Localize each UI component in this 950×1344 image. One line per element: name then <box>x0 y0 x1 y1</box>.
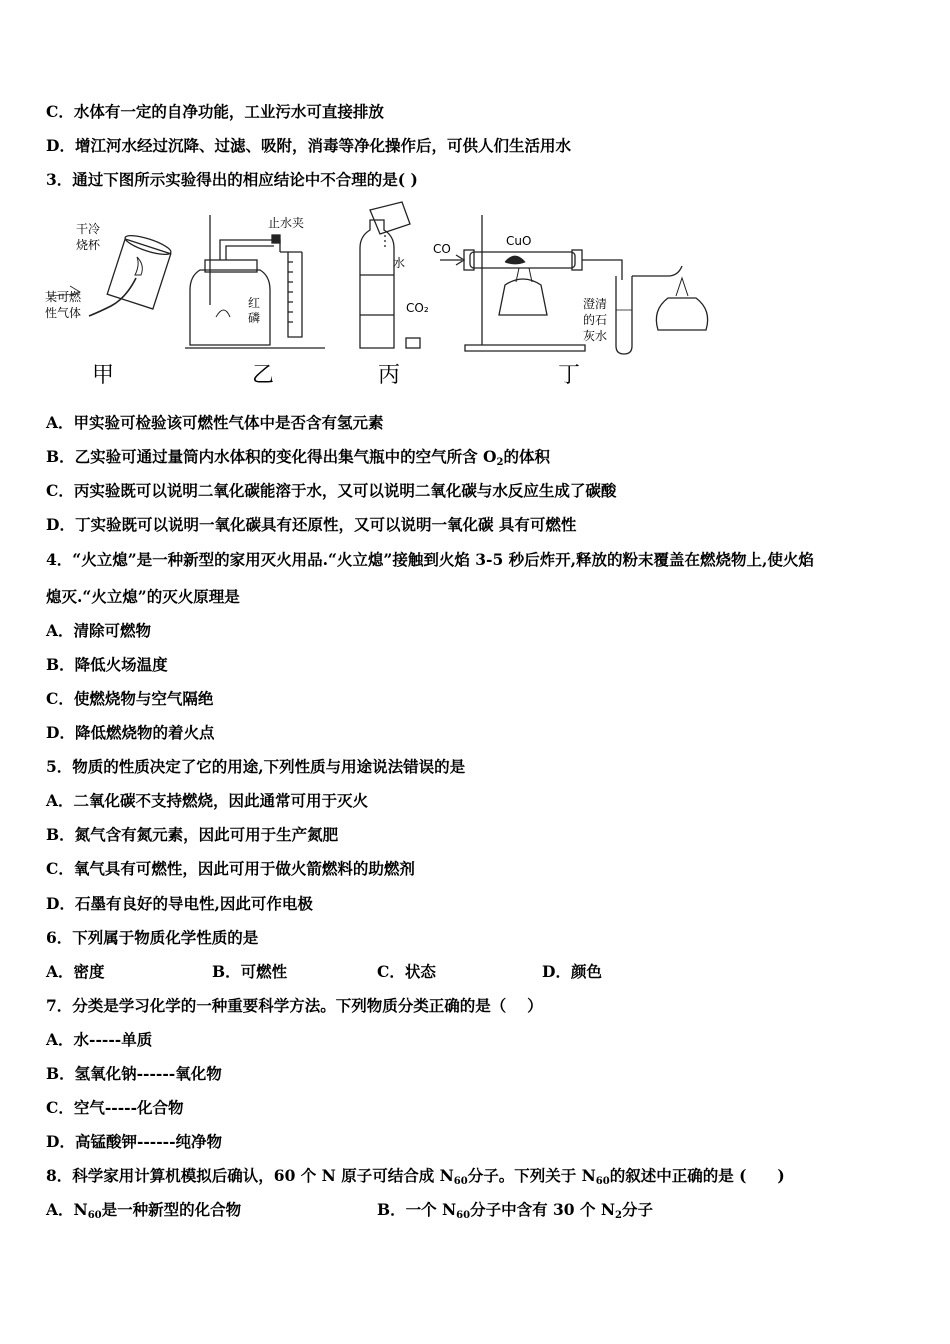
q6-option-a: A．密度 <box>46 962 105 981</box>
q8-b-part2: 分子中含有 30 个 N <box>470 1200 616 1219</box>
q5-option-c: C．氧气具有可燃性，因此可用于做火箭燃料的助燃剂 <box>46 859 415 878</box>
q6-option-c: C．状态 <box>377 962 436 981</box>
q8-option-b <box>377 1200 653 1226</box>
experiment-figure <box>40 200 720 390</box>
q7-option-d: D．高锰酸钾------纯净物 <box>46 1132 223 1151</box>
question-6-stem: 6．下列属于物质化学性质的是 <box>46 928 259 947</box>
yi-label-1: 止水夹 <box>268 216 305 230</box>
yi-label-2: 红 <box>248 296 261 310</box>
q4-option-a: A．清除可燃物 <box>46 621 152 640</box>
caption-jia: 甲 <box>92 363 115 388</box>
q6-option-b: B．可燃性 <box>212 962 288 981</box>
ding-label-lime-2: 的石 <box>583 313 608 327</box>
jia-label-1: 干冷 <box>76 222 101 236</box>
caption-ding: 丁 <box>558 363 581 388</box>
q3-b-sub: 2 <box>496 457 504 468</box>
ding-label-lime-1: 澄清 <box>583 297 608 311</box>
q3-option-b <box>46 447 550 473</box>
q8-stem-sub1: 60 <box>453 1176 468 1187</box>
caption-bing: 丙 <box>378 363 401 388</box>
question-4-stem-1: 4．“火立熄”是一种新型的家用灭火用品.“火立熄”接触到火焰 3-5 秒后炸开,释放的粉末覆盖在燃烧物上,使火焰 <box>46 550 814 569</box>
setup-bing <box>360 202 429 348</box>
q4-option-d: D．降低燃烧物的着火点 <box>46 723 215 742</box>
jia-label-3: 某可燃 <box>45 290 82 304</box>
caption-yi: 乙 <box>252 363 275 388</box>
question-3-stem: 3．通过下图所示实验得出的相应结论中不合理的是( ) <box>46 170 418 189</box>
q8-a-part1: A．N <box>46 1200 88 1219</box>
q8-stem-part1: 8．科学家用计算机模拟后确认，60 个 N 原子可结合成 N <box>46 1166 454 1185</box>
q6-option-d: D．颜色 <box>542 962 602 981</box>
ding-label-co: CO <box>433 242 451 256</box>
q8-b-part1: B．一个 N <box>377 1200 457 1219</box>
q5-option-a: A．二氧化碳不支持燃烧，因此通常可用于灭火 <box>46 791 369 810</box>
q8-option-a <box>46 1200 241 1226</box>
ding-label-lime-3: 灰水 <box>583 329 608 343</box>
q5-option-b: B．氮气含有氮元素，因此可用于生产氮肥 <box>46 825 339 844</box>
q7-option-c: C．空气-----化合物 <box>46 1098 184 1117</box>
q7-option-a: A．水-----单质 <box>46 1030 153 1049</box>
jia-label-4: 性气体 <box>45 306 82 320</box>
q4-option-b: B．降低火场温度 <box>46 655 168 674</box>
question-4-stem-2: 熄灭.“火立熄”的灭火原理是 <box>46 587 240 606</box>
q4-option-c: C．使燃烧物与空气隔绝 <box>46 689 214 708</box>
q8-stem-sub2: 60 <box>595 1176 610 1187</box>
jia-label-2: 烧杯 <box>76 238 101 252</box>
bing-label-2: CO₂ <box>406 301 429 315</box>
option-d-prev: D．增江河水经过沉降、过滤、吸附，消毒等净化操作后，可供人们生活用水 <box>46 136 571 155</box>
ding-label-cuo: CuO <box>506 234 532 248</box>
experiment-svg <box>40 200 720 390</box>
bing-label-1: 水 <box>393 256 406 270</box>
q7-option-b: B．氢氧化钠------氧化物 <box>46 1064 222 1083</box>
setup-ding <box>433 215 708 354</box>
question-5-stem: 5．物质的性质决定了它的用途,下列性质与用途说法错误的是 <box>46 757 466 776</box>
setup-jia <box>45 221 173 320</box>
q3-option-c: C．丙实验既可以说明二氧化碳能溶于水，又可以说明二氧化碳与水反应生成了碳酸 <box>46 481 617 500</box>
q8-stem-part3: 的叙述中正确的是 ( ) <box>609 1166 785 1185</box>
q8-a-sub: 60 <box>87 1210 102 1221</box>
q3-option-a: A．甲实验可检验该可燃性气体中是否含有氢元素 <box>46 413 384 432</box>
option-c-prev: C．水体有一定的自净功能，工业污水可直接排放 <box>46 102 384 121</box>
yi-label-3: 磷 <box>248 311 261 325</box>
q8-b-sub2: 2 <box>615 1210 622 1221</box>
question-7-stem: 7．分类是学习化学的一种重要科学方法。下列物质分类正确的是（ ） <box>46 996 543 1015</box>
q3-option-d: D．丁实验既可以说明一氧化碳具有还原性，又可以说明一氧化碳 具有可燃性 <box>46 515 577 534</box>
q3-b-text: B．乙实验可通过量筒内水体积的变化得出集气瓶中的空气所含 O <box>46 447 497 466</box>
question-8-stem <box>46 1166 785 1192</box>
q8-b-sub1: 60 <box>456 1210 471 1221</box>
q8-a-part2: 是一种新型的化合物 <box>101 1200 242 1219</box>
q8-stem-part2: 分子。下列关于 N <box>467 1166 596 1185</box>
q5-option-d: D．石墨有良好的导电性,因此可作电极 <box>46 894 313 913</box>
q3-b-text-end: 的体积 <box>503 447 550 466</box>
q8-b-part3: 分子 <box>622 1200 654 1219</box>
setup-yi <box>185 215 325 348</box>
